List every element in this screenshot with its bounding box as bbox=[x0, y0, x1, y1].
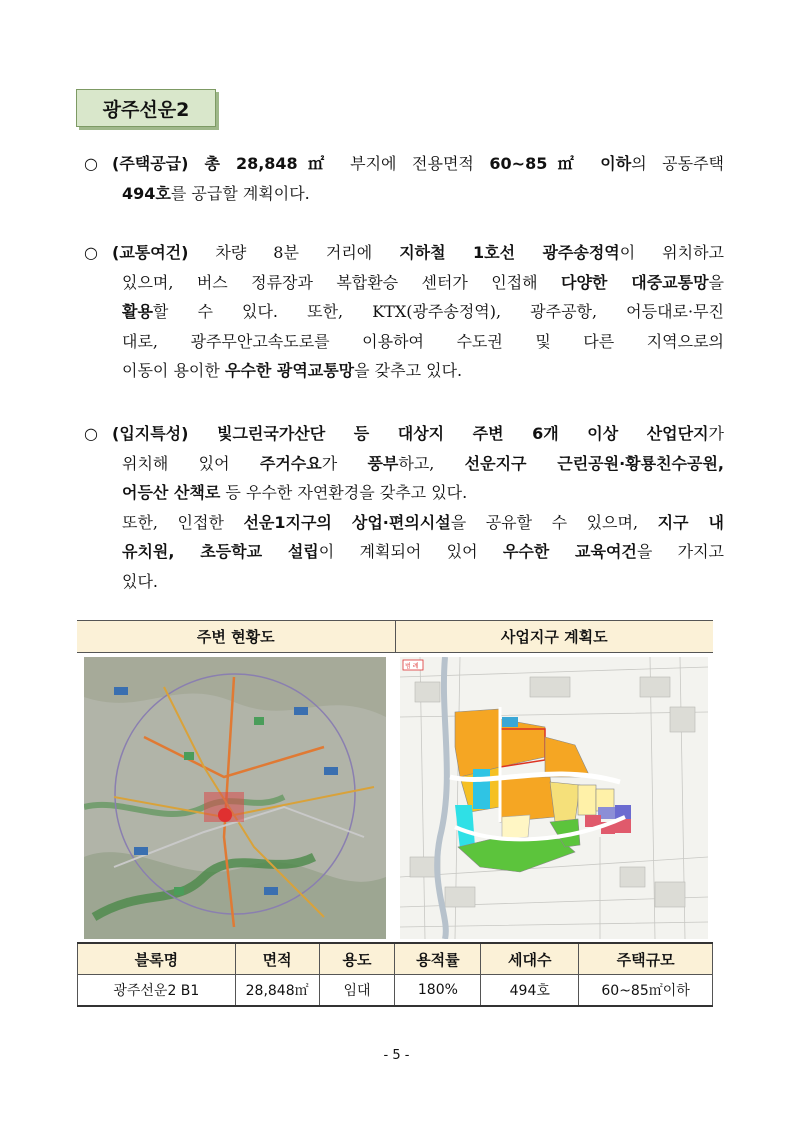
bullet-icon: ○ bbox=[84, 154, 98, 173]
block-info-table bbox=[77, 942, 713, 1007]
table-cell: 494호 bbox=[481, 975, 579, 1007]
table-header: 면적 bbox=[235, 943, 319, 975]
figure-right-title: 사업지구 계획도 bbox=[500, 628, 608, 646]
surrounding-area-map bbox=[84, 657, 386, 939]
table-header: 용도 bbox=[319, 943, 395, 975]
figure-panel bbox=[77, 620, 713, 943]
page-number: - 5 - bbox=[383, 1048, 410, 1063]
paragraph-transport: ○ (교통여건) 차량 8분 거리에 지하철 1호선 광주송정역이 위치하고 있으며, 버스 정류장과 복합환승 센터가 인접해 다양한 대중교통망을 활용할 수 있다. 또한, KTX(광주송정역), 광주공항, 어등대로·무진 대로, 광주무안고속도로를 이용하여 수도권 및 다른 지역으로의 이동이 용이한 우수한 광역교통망을 갖추고 있다. bbox=[84, 238, 724, 386]
table-header-row bbox=[78, 943, 713, 975]
district-plan-map bbox=[400, 657, 708, 939]
paragraph-location: ○ (입지특성) 빛그린국가산단 등 대상지 주변 6개 이상 산업단지가 위치해 있어 주거수요가 풍부하고, 선운지구 근린공원·황룡친수공원, 어등산 산책로 등 우수한 자연환경을 갖추고 있다. 또한, 인접한 선운1지구의 상업·편의시설을 공유할 수 있으며, 지구 내 유치원, 초등학교 설립이 계획되어 있어 우수한 교육여건을 가지고 있다. bbox=[84, 419, 724, 596]
table-header: 용적률 bbox=[395, 943, 481, 975]
paragraph-housing-supply: ○ (주택공급) 총 28,848㎡ 부지에 전용면적 60~85㎡ 이하의 공동주택 494호를 공급할 계획이다. bbox=[84, 149, 724, 208]
section-title: 광주선운2 bbox=[76, 89, 216, 127]
figure-left-title: 주변 현황도 bbox=[77, 621, 396, 652]
table-cell: 28,848㎡ bbox=[235, 975, 319, 1007]
legend-tag: 범 례 bbox=[405, 663, 419, 670]
table-header: 주택규모 bbox=[579, 943, 713, 975]
table-cell: 광주선운2 B1 bbox=[78, 975, 236, 1007]
table-header: 블록명 bbox=[78, 943, 236, 975]
table-cell: 60~85㎡이하 bbox=[579, 975, 713, 1007]
bullet-icon: ○ bbox=[84, 243, 98, 262]
table-cell: 180% bbox=[395, 975, 481, 1007]
bullet-icon: ○ bbox=[84, 424, 98, 443]
table-cell: 임대 bbox=[319, 975, 395, 1007]
table-row bbox=[78, 975, 713, 1007]
table-header: 세대수 bbox=[481, 943, 579, 975]
